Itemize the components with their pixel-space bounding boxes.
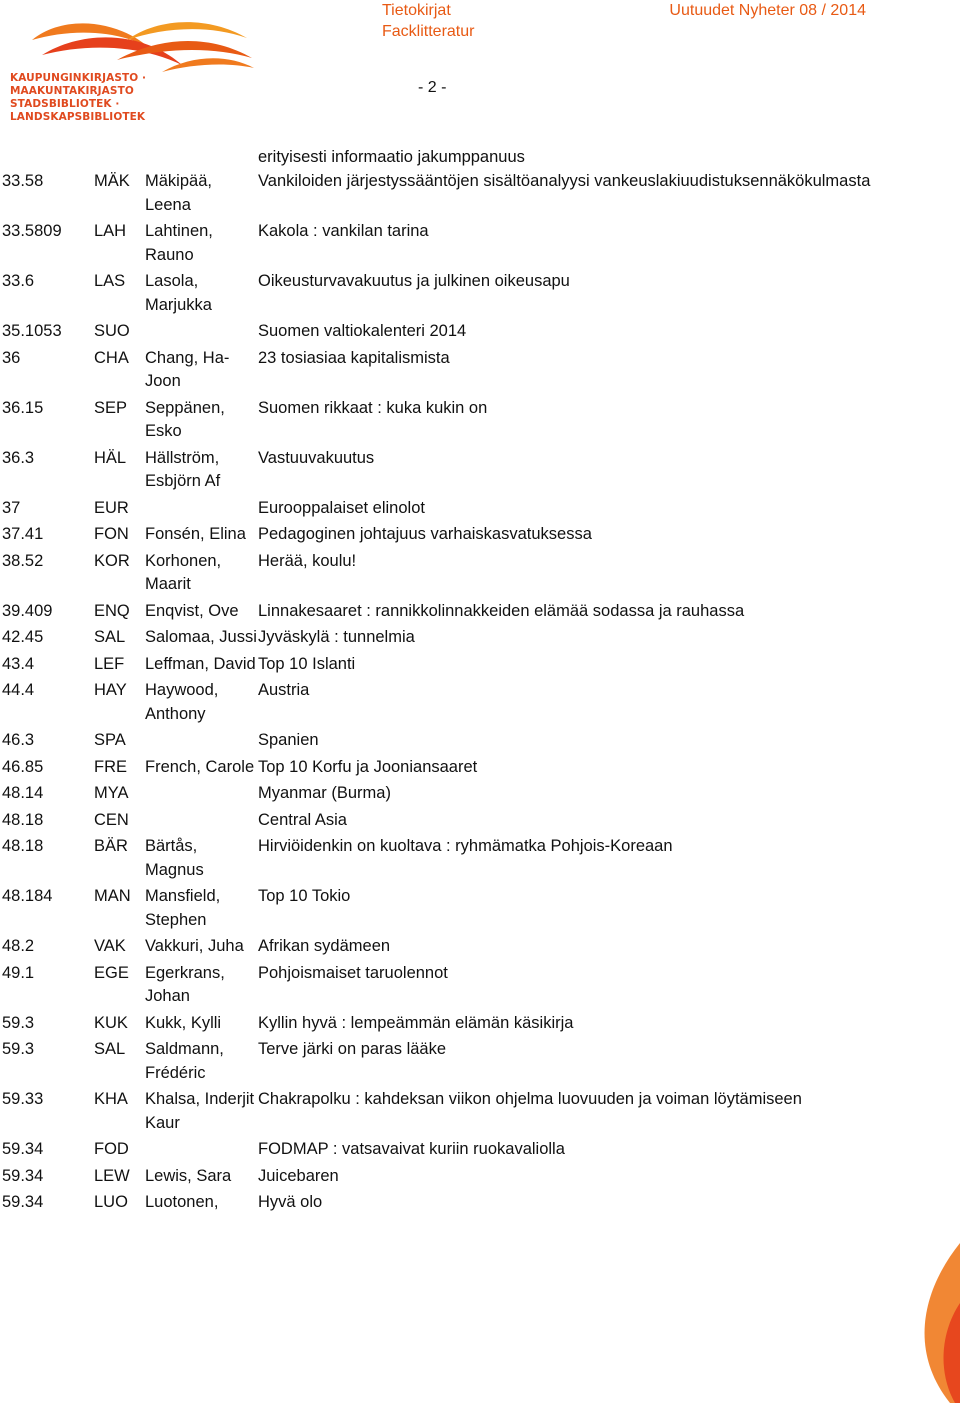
author-name — [145, 1138, 258, 1162]
book-title: Spanien — [258, 731, 319, 749]
classification-number: 35.1053 — [2, 322, 62, 340]
header-category-fi: Tietokirjat — [382, 2, 451, 19]
shelf-code: EUR — [94, 498, 129, 517]
author-name: Bärtås, Magnus — [145, 837, 204, 879]
list-item — [2, 1038, 952, 1088]
book-title: Kyllin hyvä : lempeämmän elämän käsikirja — [258, 1013, 574, 1032]
shelf-code: LEW — [94, 1166, 130, 1185]
shelf-code: MAN — [94, 887, 131, 905]
author-name: Seppänen, Esko — [145, 398, 225, 440]
list-item — [2, 320, 952, 347]
author-name: Korhonen, Maarit — [145, 551, 222, 593]
list-item — [2, 1165, 952, 1192]
author-name: Egerkrans, Johan — [145, 963, 225, 1005]
author-name: Lasola, Marjukka — [145, 272, 212, 314]
book-title: Linnakesaaret : rannikkolinnakkeiden elämää sodassa ja rauhassa — [258, 601, 745, 620]
list-item — [2, 1138, 952, 1165]
book-title: Central Asia — [258, 810, 347, 829]
header-issue: Uutuudet Nyheter 08 / 2014 — [669, 2, 866, 19]
book-title: Herää, koulu! — [258, 551, 357, 570]
list-item — [2, 523, 952, 550]
author-name: Chang, Ha-Joon — [145, 348, 230, 390]
shelf-code: SUO — [94, 322, 130, 340]
shelf-code: KOR — [94, 551, 130, 570]
classification-number: 36 — [2, 348, 21, 367]
list-item — [2, 497, 952, 524]
classification-number: 38.52 — [2, 551, 44, 570]
shelf-code: FRE — [94, 757, 127, 776]
author-name: Salomaa, Jussi — [145, 628, 257, 646]
list-item — [2, 170, 952, 220]
shelf-code: LAH — [94, 222, 127, 240]
author-name: Lewis, Sara — [145, 1166, 232, 1185]
classification-number: 33.6 — [2, 272, 35, 290]
list-item — [2, 756, 952, 783]
shelf-code: SAL — [94, 628, 126, 646]
author-name — [145, 497, 258, 521]
book-title: Suomen rikkaat : kuka kukin on — [258, 398, 488, 417]
book-title: 23 tosiasiaa kapitalismista — [258, 348, 450, 367]
book-title: Juicebaren — [258, 1166, 339, 1185]
classification-number: 33.58 — [2, 172, 44, 190]
logo-line-2: STADSBIBLIOTEK · LANDSKAPSBIBLIOTEK — [10, 98, 146, 123]
corner-swoosh-graphic — [800, 1203, 960, 1403]
shelf-code: FOD — [94, 1140, 129, 1158]
classification-number: 59.3 — [2, 1013, 35, 1032]
book-list — [2, 146, 952, 1218]
classification-number: 42.45 — [2, 628, 44, 646]
list-item — [2, 809, 952, 836]
author-name: Vakkuri, Juha — [145, 937, 244, 955]
shelf-code: CEN — [94, 810, 129, 829]
author-name: Enqvist, Ove — [145, 601, 239, 620]
author-name — [145, 320, 258, 344]
classification-number: 48.2 — [2, 937, 35, 955]
list-item — [2, 397, 952, 447]
shelf-code: SAL — [94, 1040, 126, 1058]
book-title: Hyvä olo — [258, 1193, 323, 1211]
page-number: - 2 - — [418, 79, 447, 96]
shelf-code: SEP — [94, 398, 128, 417]
list-item — [2, 600, 952, 627]
classification-number: 59.34 — [2, 1193, 44, 1211]
list-item — [2, 885, 952, 935]
book-title: Myanmar (Burma) — [258, 784, 391, 802]
classification-number: 59.34 — [2, 1166, 44, 1185]
shelf-code: HAY — [94, 681, 127, 699]
shelf-code: EGE — [94, 963, 129, 982]
book-title: Vankiloiden järjestyssääntöjen sisältöanalyysi vankeuslakiuudistuksennäkökulmasta — [258, 172, 871, 190]
list-item — [2, 679, 952, 729]
shelf-code: MÄK — [94, 172, 130, 190]
classification-number: 49.1 — [2, 963, 35, 982]
list-item — [2, 270, 952, 320]
author-name: Luotonen, — [145, 1193, 219, 1211]
continuation-text: erityisesti informaatio jakumppanuus — [258, 148, 525, 166]
author-name: Mäkipää, Leena — [145, 172, 212, 214]
classification-number: 33.5809 — [2, 222, 62, 240]
list-item — [2, 447, 952, 497]
classification-number: 43.4 — [2, 654, 35, 673]
author-name — [145, 809, 258, 833]
book-title: Hirviöidenkin on kuoltava : ryhmämatka Pohjois-Koreaan — [258, 837, 673, 855]
author-name: French, Carole — [145, 757, 255, 776]
author-name: Haywood, Anthony — [145, 681, 219, 723]
author-name: Mansfield, Stephen — [145, 887, 221, 929]
shelf-code: BÄR — [94, 837, 128, 855]
list-item — [2, 347, 952, 397]
logo-line-1: KAUPUNGINKIRJASTO · MAAKUNTAKIRJASTO — [10, 72, 147, 97]
list-item — [2, 550, 952, 600]
classification-number: 48.184 — [2, 887, 53, 905]
list-item — [2, 653, 952, 680]
book-title: Pohjoismaiset taruolennot — [258, 963, 448, 982]
book-title: Austria — [258, 681, 310, 699]
shelf-code: KHA — [94, 1090, 128, 1108]
list-item — [2, 1088, 952, 1138]
list-item — [2, 835, 952, 885]
author-name: Leffman, David — [145, 654, 256, 673]
classification-number: 59.33 — [2, 1090, 44, 1108]
author-name: Khalsa, Inderjit Kaur — [145, 1090, 255, 1132]
shelf-code: KUK — [94, 1013, 128, 1032]
classification-number: 59.34 — [2, 1140, 44, 1158]
classification-number: 46.85 — [2, 757, 44, 776]
classification-number: 48.18 — [2, 837, 44, 855]
book-title: Terve järki on paras lääke — [258, 1040, 447, 1058]
logo-text — [10, 72, 250, 124]
classification-number: 48.14 — [2, 784, 44, 802]
header-category-sv: Facklitteratur — [382, 23, 475, 40]
author-name: Fonsén, Elina — [145, 525, 246, 543]
shelf-code: MYA — [94, 784, 129, 802]
list-item — [2, 626, 952, 653]
classification-number: 36.3 — [2, 448, 35, 467]
book-title: FODMAP : vatsavaivat kuriin ruokavaliolla — [258, 1140, 565, 1158]
shelf-code: FON — [94, 525, 129, 543]
classification-number: 44.4 — [2, 681, 35, 699]
book-title: Top 10 Tokio — [258, 887, 351, 905]
shelf-code: ENQ — [94, 601, 130, 620]
shelf-code: HÄL — [94, 448, 127, 467]
book-title: Vastuuvakuutus — [258, 448, 375, 467]
book-title: Top 10 Korfu ja Jooniansaaret — [258, 757, 478, 776]
book-title: Suomen valtiokalenteri 2014 — [258, 322, 467, 340]
book-title: Chakrapolku : kahdeksan viikon ohjelma luovuuden ja voiman löytämiseen — [258, 1090, 802, 1108]
shelf-code: LAS — [94, 272, 126, 290]
shelf-code: VAK — [94, 937, 126, 955]
classification-number: 39.409 — [2, 601, 53, 620]
book-title: Top 10 Islanti — [258, 654, 356, 673]
shelf-code: SPA — [94, 731, 126, 749]
classification-number: 48.18 — [2, 810, 44, 829]
list-item — [2, 220, 952, 270]
book-title: Jyväskylä : tunnelmia — [258, 628, 415, 646]
shelf-code: CHA — [94, 348, 129, 367]
classification-number: 36.15 — [2, 398, 44, 417]
shelf-code: LEF — [94, 654, 125, 673]
author-name: Kukk, Kylli — [145, 1013, 222, 1032]
classification-number: 46.3 — [2, 731, 35, 749]
book-title: Kakola : vankilan tarina — [258, 222, 429, 240]
author-name — [145, 729, 258, 753]
author-name — [145, 782, 258, 806]
book-title: Oikeusturvavakuutus ja julkinen oikeusapu — [258, 272, 570, 290]
book-title: Afrikan sydämeen — [258, 937, 391, 955]
author-name: Hällström, Esbjörn Af — [145, 448, 221, 490]
classification-number: 37 — [2, 498, 21, 517]
header-category — [382, 0, 474, 42]
list-item — [2, 729, 952, 756]
shelf-code: LUO — [94, 1193, 128, 1211]
list-item — [2, 962, 952, 1012]
author-name: Lahtinen, Rauno — [145, 222, 213, 264]
book-title: Pedagoginen johtajuus varhaiskasvatuksessa — [258, 525, 592, 543]
author-name: Saldmann, Frédéric — [145, 1040, 224, 1082]
classification-number: 59.3 — [2, 1040, 35, 1058]
book-title: Eurooppalaiset elinolot — [258, 498, 425, 517]
list-item — [2, 1012, 952, 1039]
classification-number: 37.41 — [2, 525, 44, 543]
list-item — [2, 935, 952, 962]
list-item — [2, 782, 952, 809]
